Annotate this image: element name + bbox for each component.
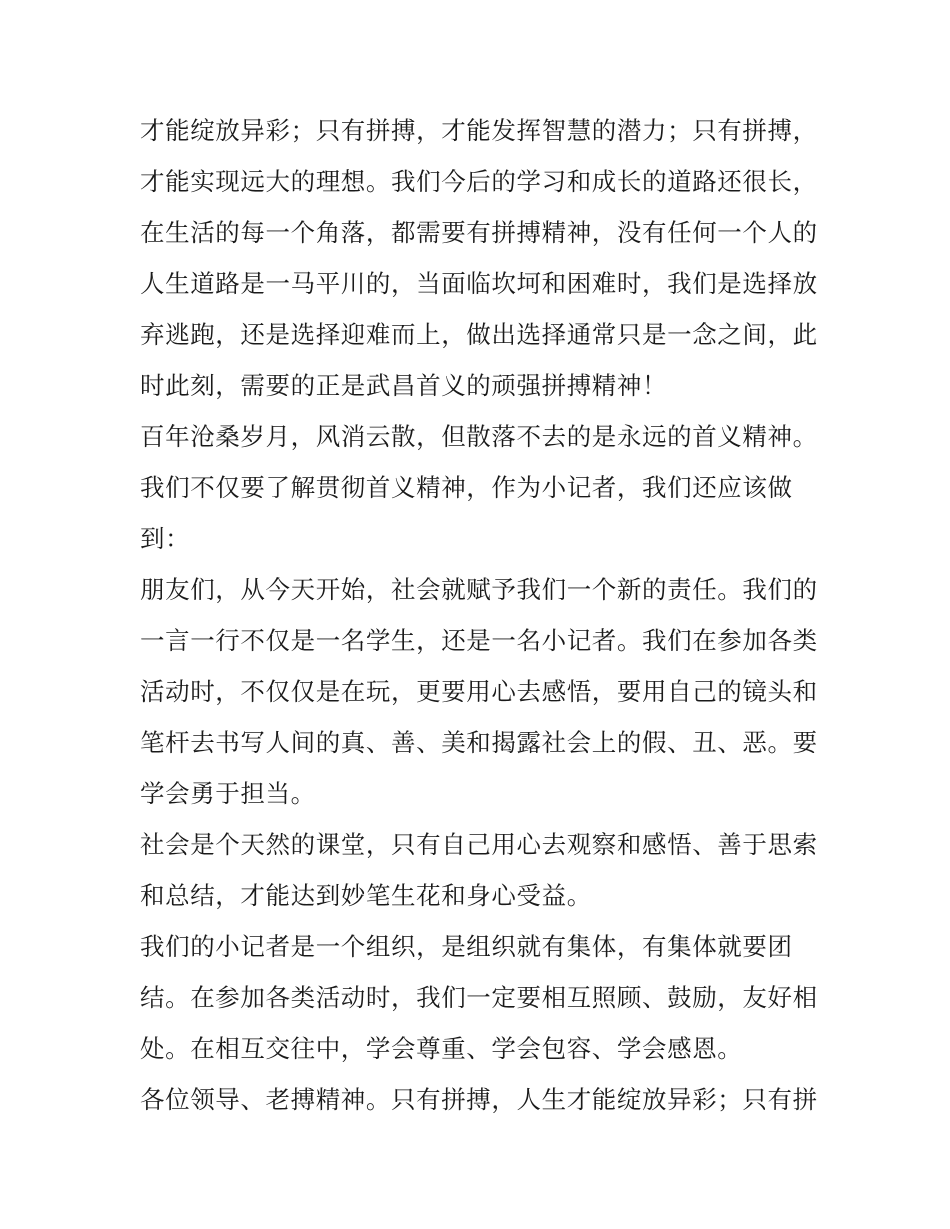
text-line: 到： [140, 524, 191, 553]
document-body [140, 105, 820, 1125]
text-line: 才能绽放异彩；只有拼搏，才能发挥智慧的潜力；只有拼搏， [140, 116, 818, 145]
text-line: 人生道路是一马平川的，当面临坎坷和困难时，我们是选择放 [140, 269, 818, 298]
text-line: 活动时，不仅仅是在玩，更要用心去感悟，要用自己的镜头和 [140, 677, 818, 706]
text-line: 朋友们，从今天开始，社会就赋予我们一个新的责任。我们的 [140, 575, 818, 604]
text-line: 一言一行不仅是一名学生，还是一名小记者。我们在参加各类 [140, 626, 818, 655]
text-line: 学会勇于担当。 [140, 779, 316, 808]
text-line: 社会是个天然的课堂，只有自己用心去观察和感悟、善于思索 [140, 830, 818, 859]
text-line: 才能实现远大的理想。我们今后的学习和成长的道路还很长， [140, 167, 818, 196]
text-line: 和总结，才能达到妙笔生花和身心受益。 [140, 881, 592, 910]
text-line: 百年沧桑岁月，风消云散，但散落不去的是永远的首义精神。 [140, 422, 818, 451]
text-line: 笔杆去书写人间的真、善、美和揭露社会上的假、丑、恶。要 [140, 728, 818, 757]
text-line: 处。在相互交往中，学会尊重、学会包容、学会感恩。 [140, 1034, 743, 1063]
text-line: 结。在参加各类活动时，我们一定要相互照顾、鼓励，友好相 [140, 983, 818, 1012]
text-line: 各位领导、老搏精神。只有拼搏，人生才能绽放异彩；只有拼 [140, 1085, 818, 1114]
text-line: 弃逃跑，还是选择迎难而上，做出选择通常只是一念之间，此 [140, 320, 818, 349]
text-line: 我们不仅要了解贯彻首义精神，作为小记者，我们还应该做 [140, 473, 793, 502]
text-line: 在生活的每一个角落，都需要有拼搏精神，没有任何一个人的 [140, 218, 818, 247]
text-line: 我们的小记者是一个组织，是组织就有集体，有集体就要团 [140, 932, 793, 961]
text-line: 时此刻，需要的正是武昌首义的顽强拼搏精神！ [140, 371, 668, 400]
